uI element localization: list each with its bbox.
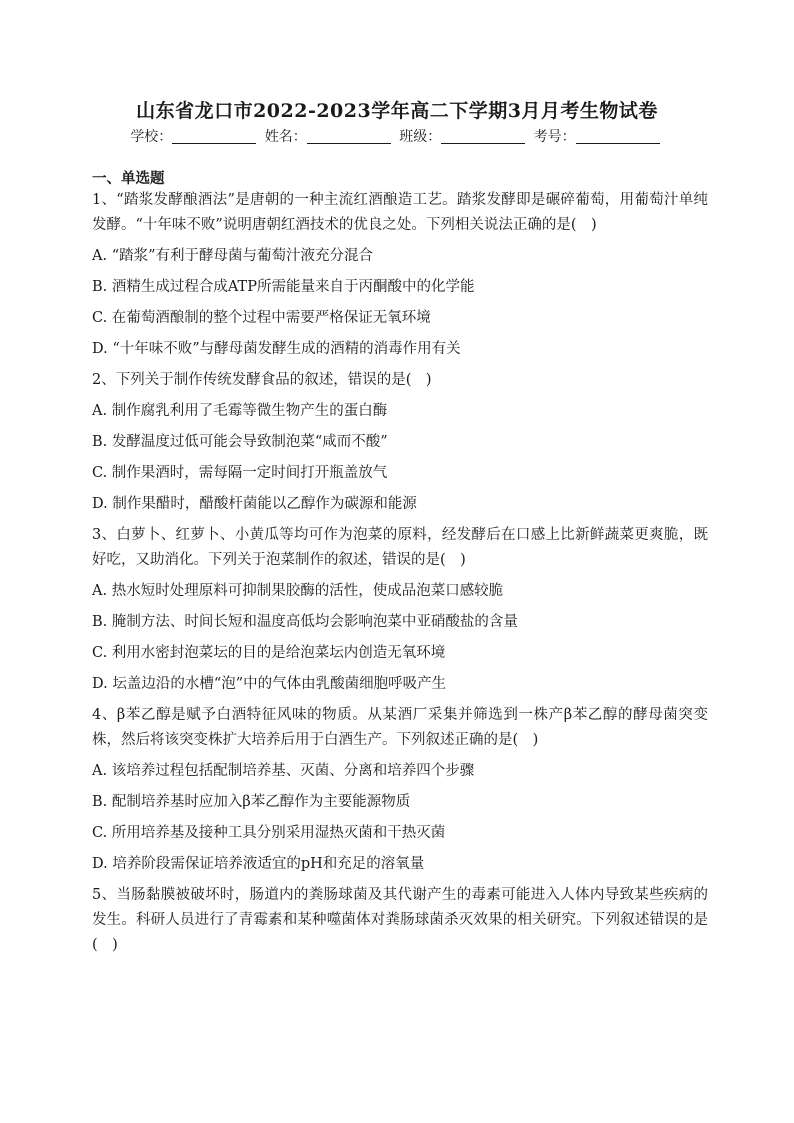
school-label: 学校： — [130, 129, 173, 145]
question-5 — [92, 883, 708, 958]
question-1 — [92, 188, 708, 362]
question-list — [92, 188, 708, 964]
option-b: B. 腌制方法、时间长短和温度高低均会影响泡菜中亚硝酸盐的含量 — [92, 614, 518, 630]
option-a: A. 热水短时处理原料可抑制果胶酶的活性，使成品泡菜口感较脆 — [92, 583, 504, 599]
option-a: A. “踏浆”有利于酵母菌与葡萄汁液充分混合 — [92, 248, 374, 264]
option-c: C. 利用水密封泡菜坛的目的是给泡菜坛内创造无氧环境 — [92, 645, 446, 661]
name-label: 姓名： — [264, 129, 307, 145]
question-stem: 5、当肠黏膜被破坏时，肠道内的粪肠球菌及其代谢产生的毒素可能进入人体内导致某些疾病的发生。科研人员进行了青霉素和某种噬菌体对粪肠球菌杀灭效果的相关研究。下列叙述错误的是( ) — [92, 887, 708, 953]
option-b: B. 酒精生成过程合成ATP所需能量来自于丙酮酸中的化学能 — [92, 279, 475, 295]
option-c: C. 所用培养基及接种工具分别采用湿热灭菌和干热灭菌 — [92, 825, 446, 841]
option-b: B. 发酵温度过低可能会导致制泡菜“咸而不酸” — [92, 434, 388, 450]
section-title: 一、单选题 — [92, 170, 165, 187]
name-blank[interactable] — [307, 129, 391, 144]
option-c: C. 在葡萄酒酿制的整个过程中需要严格保证无氧环境 — [92, 310, 431, 326]
student-info-line — [0, 126, 794, 146]
exam-number-blank[interactable] — [576, 129, 660, 144]
option-a: A. 制作腐乳利用了毛霉等微生物产生的蛋白酶 — [92, 403, 388, 419]
school-blank[interactable] — [172, 129, 256, 144]
exam-number-label: 考号： — [533, 129, 576, 145]
option-a: A. 该培养过程包括配制培养基、灭菌、分离和培养四个步骤 — [92, 763, 475, 779]
class-blank[interactable] — [441, 129, 525, 144]
option-d: D. 坛盖边沿的水槽“泡”中的气体由乳酸菌细胞呼吸产生 — [92, 676, 447, 692]
option-d: D. “十年味不败”与酵母菌发酵生成的酒精的消毒作用有关 — [92, 341, 461, 357]
option-d: D. 培养阶段需保证培养液适宜的pH和充足的溶氧量 — [92, 856, 425, 872]
question-stem: 1、“踏浆发酵酿酒法”是唐朝的一种主流红酒酿造工艺。踏浆发酵即是碾碎葡萄，用葡萄汁单纯发酵。“十年味不败”说明唐朝红酒技术的优良之处。下列相关说法正确的是( ) — [92, 192, 708, 233]
option-b: B. 配制培养基时应加入β苯乙醇作为主要能源物质 — [92, 794, 411, 810]
class-label: 班级： — [399, 129, 442, 145]
question-stem: 3、白萝卜、红萝卜、小黄瓜等均可作为泡菜的原料，经发酵后在口感上比新鲜蔬菜更爽脆，既好吃，又助消化。下列关于泡菜制作的叙述，错误的是( ) — [92, 527, 708, 568]
option-c: C. 制作果酒时，需每隔一定时间打开瓶盖放气 — [92, 465, 388, 481]
question-2 — [92, 368, 708, 517]
question-3 — [92, 523, 708, 697]
question-4 — [92, 703, 708, 877]
option-d: D. 制作果醋时，醋酸杆菌能以乙醇作为碳源和能源 — [92, 496, 417, 512]
question-stem: 2、下列关于制作传统发酵食品的叙述，错误的是( ) — [92, 372, 432, 388]
exam-title: 山东省龙口市2022-2023学年高二下学期3月月考生物试卷 — [136, 100, 658, 122]
question-stem: 4、β苯乙醇是赋予白酒特征风味的物质。从某酒厂采集并筛选到一株产β苯乙醇的酵母菌突变株，然后将该突变株扩大培养后用于白酒生产。下列叙述正确的是( ) — [92, 707, 708, 748]
